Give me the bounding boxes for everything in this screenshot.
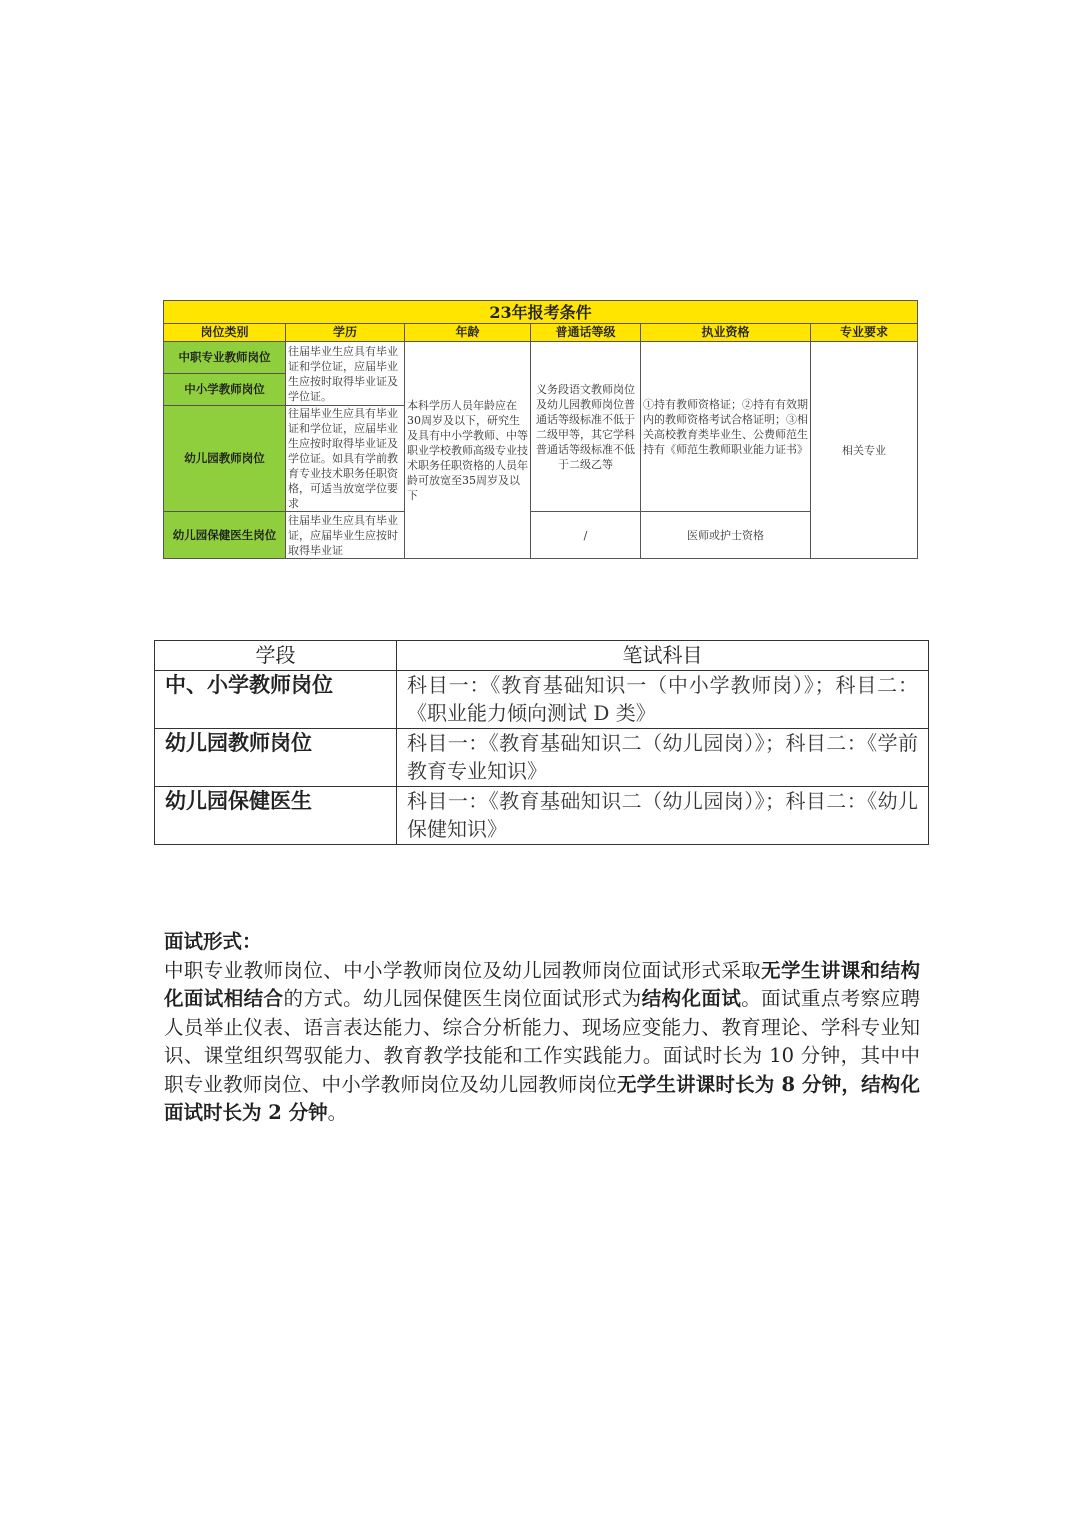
header-qualification: 执业资格: [641, 324, 811, 342]
header-major: 专业要求: [811, 324, 918, 342]
mandarin-doctor-cell: /: [531, 512, 641, 559]
qualification-cell: ①持有教师资格证；②持有有效期内的教师资格考试合格证明；③相关高校教育类毕业生、公费师范生持有《师范生教师职业能力证书》: [641, 342, 811, 512]
major-cell: 相关专业: [811, 342, 918, 559]
interview-text-2: 的方式。幼儿园保健医生岗位面试形式为: [283, 987, 642, 1010]
header-category: 岗位类别: [164, 324, 286, 342]
exam-stage-doctor: 幼儿园保健医生: [155, 787, 397, 845]
conditions-table: [163, 300, 918, 559]
exam-header-stage: 学段: [155, 641, 397, 671]
education-cell-3: 往届毕业生应具有毕业证，应届毕业生应按时取得毕业证: [286, 512, 405, 559]
category-vocational-teacher: 中职专业教师岗位: [164, 342, 286, 374]
qualification-doctor-cell: 医师或护士资格: [641, 512, 811, 559]
interview-text-4: 。: [327, 1101, 348, 1124]
exam-subjects-kindergarten: 科目一：《教育基础知识二（幼儿园岗）》；科目二：《学前教育专业知识》: [397, 729, 929, 787]
exam-subjects-doctor: 科目一：《教育基础知识二（幼儿园岗）》；科目二：《幼儿保健知识》: [397, 787, 929, 845]
interview-bold-1: 无学生讲课和结构化面试相结合: [164, 958, 920, 1010]
category-school-teacher: 中小学教师岗位: [164, 374, 286, 406]
exam-header-subjects: 笔试科目: [397, 641, 929, 671]
conditions-table-title: 23年报考条件: [164, 301, 918, 324]
exam-stage-school: 中、小学教师岗位: [155, 671, 397, 729]
exam-stage-kindergarten: 幼儿园教师岗位: [155, 729, 397, 787]
exam-subjects-school: 科目一：《教育基础知识一（中小学教师岗）》；科目二：《职业能力倾向测试 D 类》: [397, 671, 929, 729]
interview-heading: 面试形式：: [164, 930, 262, 953]
category-kindergarten-teacher: 幼儿园教师岗位: [164, 406, 286, 512]
exam-table: [154, 640, 929, 845]
interview-text-1: 中职专业教师岗位、中小学教师岗位及幼儿园教师岗位面试形式采取: [164, 958, 762, 982]
mandarin-cell: 义务段语文教师岗位及幼儿园教师岗位普通话等级标准不低于二级甲等，其它学科普通话等级标准不低于二级乙等: [531, 342, 641, 512]
interview-bold-3: 无学生讲课时长为 8 分钟，结构化面试时长为 2 分钟: [164, 1072, 920, 1124]
interview-bold-2: 结构化面试: [641, 987, 742, 1010]
age-cell: 本科学历人员年龄应在30周岁及以下，研究生及具有中小学教师、中等职业学校教师高级专业技术职务任职资格的人员年龄可放宽至35周岁及以下: [405, 342, 531, 559]
header-mandarin: 普通话等级: [531, 324, 641, 342]
header-age: 年龄: [405, 324, 531, 342]
interview-paragraph: [164, 957, 920, 1128]
header-education: 学历: [286, 324, 405, 342]
interview-section: [164, 928, 920, 1128]
education-cell-1: 往届毕业生应具有毕业证和学位证，应届毕业生应按时取得毕业证及学位证。: [286, 342, 405, 406]
education-cell-2: 往届毕业生应具有毕业证和学位证，应届毕业生应按时取得毕业证及学位证。如具有学前教育专业技术职务任职资格，可适当放宽学位要求: [286, 406, 405, 512]
category-kindergarten-doctor: 幼儿园保健医生岗位: [164, 512, 286, 559]
interview-text-3: 。面试重点考察应聘人员举止仪表、语言表达能力、综合分析能力、现场应变能力、教育理论、学科专业知识、课堂组织驾驭能力、教育教学技能和工作实践能力。面试时长为 10 分钟，其中中职专业教师岗位、中小学教师岗位及幼儿园教师岗位: [164, 987, 920, 1096]
